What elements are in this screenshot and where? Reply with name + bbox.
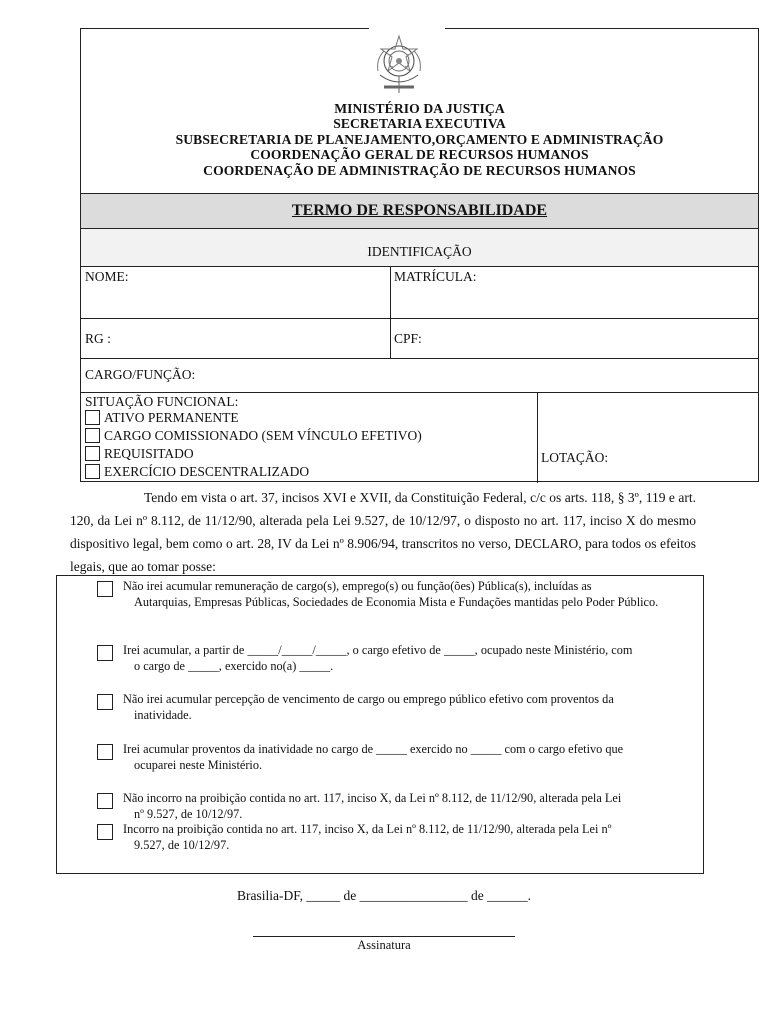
declaration-text-continued: ocuparei neste Ministério.	[134, 757, 263, 772]
checkbox[interactable]	[85, 410, 100, 425]
declaration-item[interactable]	[97, 643, 699, 674]
intro-text: Tendo em vista o art. 37, incisos XVI e XVII, da Constituição Federal, c/c os arts. 118, § 3º, 119 e art. 120, da Lei nº 8.112, de 11/12/90, alterada pela Lei 9.527, de 10/12/97, o disposto no art. 117, inciso X do mesmo dispositivo legal, bem como o art. 28, IV da Lei nº 8.906/94, transcritos no verso, DECLARO, para todos os efeitos legais, que ao tomar posse:	[70, 490, 696, 574]
checkbox[interactable]	[85, 428, 100, 443]
signature-line	[253, 936, 515, 937]
header-line-admin-coordination: COORDENAÇÃO DE ADMINISTRAÇÃO DE RECURSOS HUMANOS	[203, 162, 636, 178]
header-line-secretariat: SECRETARIA EXECUTIVA	[333, 116, 506, 132]
situacao-funcional-label: SITUAÇÃO FUNCIONAL:	[85, 394, 239, 409]
declaration-checkbox[interactable]	[97, 824, 113, 840]
signature-label: Assinatura	[357, 938, 411, 952]
declaration-text: Irei acumular, a partir de _____/_____/_____, o cargo efetivo de _____, ocupado neste Ministério, com	[123, 643, 633, 657]
option-label: REQUISITADO	[104, 446, 194, 461]
institution-header	[81, 101, 758, 178]
declaration-item[interactable]	[97, 791, 699, 822]
declaration-checkbox[interactable]	[97, 645, 113, 661]
declaration-checkbox[interactable]	[97, 581, 113, 597]
title-band	[81, 193, 758, 229]
document-title: TERMO DE RESPONSABILIDADE	[291, 202, 548, 219]
option-requisitado[interactable]	[85, 446, 194, 463]
identification-form	[80, 28, 759, 482]
option-label: CARGO COMISSIONADO (SEM VÍNCULO EFETIVO)	[104, 428, 422, 443]
row-nome-matricula	[81, 267, 758, 319]
date-place-line: Brasilia-DF, _____ de ________________ de ______.	[236, 888, 532, 903]
header-line-general-coordination: COORDENAÇÃO GERAL DE RECURSOS HUMANOS	[250, 147, 589, 163]
declaration-text-continued: inatividade.	[134, 707, 192, 722]
column-divider	[537, 393, 538, 483]
intro-paragraph	[70, 486, 696, 578]
option-cargo-comissionado[interactable]	[85, 428, 422, 445]
column-divider	[390, 319, 391, 358]
option-ativo-permanente[interactable]	[85, 410, 239, 427]
declaration-item[interactable]	[97, 742, 699, 773]
checkbox[interactable]	[85, 464, 100, 479]
coat-of-arms-icon	[370, 31, 428, 97]
cpf-label: CPF:	[394, 331, 422, 346]
header-line-ministry: MINISTÉRIO DA JUSTIÇA	[334, 101, 505, 116]
declaration-text-continued: o cargo de _____, exercido no(a) _____.	[134, 658, 334, 673]
declaration-checkbox[interactable]	[97, 694, 113, 710]
row-cargo	[81, 359, 758, 393]
option-exercicio-descentralizado[interactable]	[85, 464, 309, 481]
declaration-item[interactable]	[97, 579, 699, 610]
cargo-funcao-label: CARGO/FUNÇÃO:	[85, 367, 196, 382]
declaration-text: Não incorro na proibição contida no art. 117, inciso X, da Lei nº 8.112, de 11/12/90, alterada pela Lei	[123, 791, 622, 805]
checkbox[interactable]	[85, 446, 100, 461]
declaration-text: Irei acumular proventos da inatividade no cargo de _____ exercido no _____ com o cargo efetivo que	[123, 742, 624, 756]
lotacao-label: LOTAÇÃO:	[541, 450, 609, 465]
declaration-item[interactable]	[97, 822, 699, 853]
option-label: EXERCÍCIO DESCENTRALIZADO	[104, 464, 310, 479]
matricula-label: MATRÍCULA:	[394, 269, 477, 284]
declarations-box	[56, 575, 704, 874]
identification-heading: IDENTIFICAÇÃO	[81, 229, 758, 267]
rg-label: RG :	[85, 331, 111, 346]
declaration-text-continued: Autarquias, Empresas Públicas, Sociedades de Economia Mista e Fundações mantidas pelo Poder Público.	[134, 594, 659, 609]
declaration-text-continued: 9.527, de 10/12/97.	[134, 837, 230, 852]
row-rg-cpf	[81, 319, 758, 359]
nome-label: NOME:	[85, 269, 129, 284]
declaration-text: Não irei acumular remuneração de cargo(s), emprego(s) ou função(ões) Pública(s), incluídas as	[123, 579, 592, 593]
declaration-checkbox[interactable]	[97, 793, 113, 809]
declaration-text-continued: nº 9.527, de 10/12/97.	[134, 806, 243, 821]
option-label: ATIVO PERMANENTE	[104, 410, 239, 425]
situacao-funcional-section	[81, 393, 758, 483]
declaration-item[interactable]	[97, 692, 699, 723]
column-divider	[390, 267, 391, 318]
declaration-checkbox[interactable]	[97, 744, 113, 760]
declaration-text: Incorro na proibição contida no art. 117, inciso X, da Lei nº 8.112, de 11/12/90, alterada pela Lei nº	[123, 822, 612, 836]
header-line-subsecretariat: SUBSECRETARIA DE PLANEJAMENTO,ORÇAMENTO E ADMINISTRAÇÃO	[175, 131, 664, 147]
declaration-text: Não irei acumular percepção de vencimento de cargo ou emprego público efetivo com proventos da	[123, 692, 614, 706]
